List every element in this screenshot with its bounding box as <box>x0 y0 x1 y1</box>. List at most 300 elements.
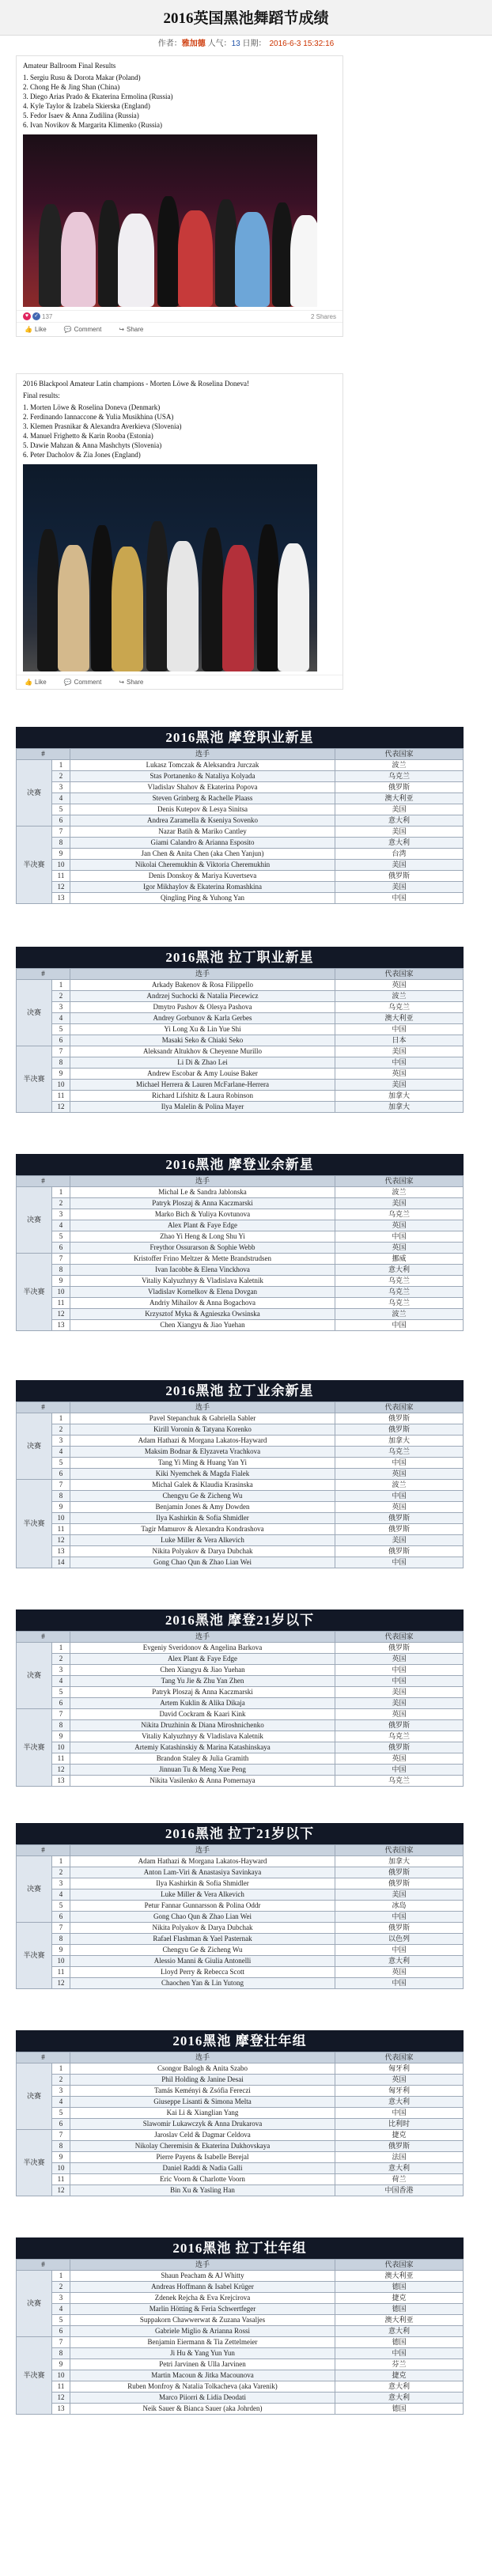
table-header-row <box>17 1845 464 1856</box>
country-cell: 英国 <box>335 1469 464 1480</box>
table-row <box>17 1956 464 1967</box>
couple-cell: Stas Portanenko & Nataliya Kolyada <box>70 771 335 782</box>
couple-cell: Denis Donskoy & Mariya Kuvertseva <box>70 871 335 882</box>
shares-count[interactable]: 2 Shares <box>310 312 336 320</box>
result-line: 2. Ferdinando Iannaccone & Yulia Musikhina (USA) <box>23 413 174 421</box>
country-cell: 美国 <box>335 882 464 893</box>
results-table <box>16 1175 464 1331</box>
comment-button[interactable]: 💬 Comment <box>63 326 102 333</box>
placing-cell: 10 <box>52 1956 70 1967</box>
column-header: 代表国家 <box>335 749 464 760</box>
placing-cell: 5 <box>52 804 70 815</box>
placing-cell: 7 <box>52 2130 70 2141</box>
table-row <box>17 1309 464 1320</box>
couple-cell: Benjamin Eiermann & Tia Zettelmeier <box>70 2337 335 2348</box>
table-row <box>17 1709 464 1720</box>
couple-cell: Ilya Kashirkin & Sofia Shmidler <box>70 1513 335 1524</box>
table-row <box>17 1978 464 1989</box>
country-cell: 英国 <box>335 1502 464 1513</box>
placing-cell: 5 <box>52 1901 70 1912</box>
placing-cell: 4 <box>52 2097 70 2108</box>
placing-cell: 7 <box>52 827 70 838</box>
results-table <box>16 748 464 904</box>
placing-cell: 7 <box>52 1480 70 1491</box>
country-cell: 中国香港 <box>335 2185 464 2196</box>
section-title: 2016黑池 摩登职业新星 <box>16 727 464 748</box>
couple-cell: Marko Bich & Yuliya Kovtunova <box>70 1209 335 1220</box>
country-cell: 波兰 <box>335 1309 464 1320</box>
table-row <box>17 771 464 782</box>
placing-cell: 12 <box>52 1765 70 1776</box>
couple-cell: David Cockram & Kaari Kink <box>70 1709 335 1720</box>
couple-cell: Gabriele Miglio & Arianna Rossi <box>70 2326 335 2337</box>
country-cell: 意大利 <box>335 2393 464 2404</box>
share-button[interactable]: ↪ Share <box>119 679 144 686</box>
placing-cell: 3 <box>52 1002 70 1013</box>
round-label: 决赛 <box>17 1643 52 1709</box>
country-cell: 俄罗斯 <box>335 1546 464 1557</box>
comment-icon: 💬 <box>63 326 72 333</box>
couple-cell: Suppakorn Chawwerwat & Zuzana Vasaljes <box>70 2315 335 2326</box>
placing-cell: 9 <box>52 1276 70 1287</box>
couple-cell: Dmytro Pashov & Olesya Pashova <box>70 1002 335 1013</box>
country-cell: 俄罗斯 <box>335 1643 464 1654</box>
country-cell: 加拿大 <box>335 1102 464 1113</box>
results-section <box>16 1380 464 1568</box>
placing-cell: 4 <box>52 793 70 804</box>
table-row <box>17 2282 464 2293</box>
results-section <box>16 1610 464 1787</box>
couple-cell: Pavel Stepanchuk & Gabriella Sabler <box>70 1413 335 1424</box>
couple-cell: Steven Grinberg & Rachelle Plaass <box>70 793 335 804</box>
result-line: 5. Fedor Isaev & Anna Zudilina (Russia) <box>23 112 139 119</box>
couple-cell: Chengyu Ge & Zicheng Wu <box>70 1945 335 1956</box>
couple-cell: Nikolay Cheremisin & Ekaterina Dukhovskaya <box>70 2141 335 2152</box>
placing-cell: 1 <box>52 2063 70 2075</box>
placing-cell: 11 <box>52 2381 70 2393</box>
country-cell: 意大利 <box>335 2326 464 2337</box>
couple-cell: Brandon Staley & Julia Gramith <box>70 1753 335 1765</box>
country-cell: 美国 <box>335 827 464 838</box>
table-row <box>17 1901 464 1912</box>
round-label: 决赛 <box>17 1187 52 1254</box>
round-label: 半决赛 <box>17 2337 52 2415</box>
couple-cell: Jan Chen & Anita Chen (aka Chen Yanjun) <box>70 849 335 860</box>
couple-cell: Michal Le & Sandra Jablonska <box>70 1187 335 1198</box>
table-row <box>17 980 464 991</box>
placing-cell: 1 <box>52 760 70 771</box>
country-cell: 加拿大 <box>335 1856 464 1867</box>
section-title: 2016黑池 摩登21岁以下 <box>16 1610 464 1631</box>
placing-cell: 10 <box>52 1287 70 1298</box>
table-row <box>17 2152 464 2163</box>
placing-cell: 1 <box>52 1643 70 1654</box>
couple-cell: Andriy Mihailov & Anna Bogachova <box>70 1298 335 1309</box>
placing-cell: 8 <box>52 2141 70 2152</box>
round-label: 半决赛 <box>17 1254 52 1331</box>
table-row <box>17 815 464 827</box>
placing-cell: 3 <box>52 2293 70 2304</box>
country-cell: 俄罗斯 <box>335 1867 464 1878</box>
column-header: 选手 <box>70 2052 335 2063</box>
column-header: 选手 <box>70 969 335 980</box>
couple-cell: Zdenek Rejcha & Eva Krejcirova <box>70 2293 335 2304</box>
couple-cell: Jinnuan Tu & Meng Xue Peng <box>70 1765 335 1776</box>
country-cell: 法国 <box>335 2152 464 2163</box>
country-cell: 俄罗斯 <box>335 1720 464 1731</box>
couple-cell: Pierre Payens & Isabelle Berejal <box>70 2152 335 2163</box>
couple-cell: Bin Xu & Yasling Han <box>70 2185 335 2196</box>
couple-cell: Csongor Balogh & Anita Szabo <box>70 2063 335 2075</box>
country-cell: 波兰 <box>335 760 464 771</box>
column-header: # <box>17 1402 70 1413</box>
country-cell: 美国 <box>335 860 464 871</box>
share-button[interactable]: ↪ Share <box>119 326 144 333</box>
placing-cell: 11 <box>52 1967 70 1978</box>
couple-cell: Nikolai Cheremukhin & Viktoria Cheremukhin <box>70 860 335 871</box>
couple-cell: Kristoffer Frino Meltzer & Mette Brandstrudsen <box>70 1254 335 1265</box>
table-row <box>17 1524 464 1535</box>
table-row <box>17 1413 464 1424</box>
placing-cell: 9 <box>52 1069 70 1080</box>
country-cell: 中国 <box>335 1912 464 1923</box>
placing-cell: 12 <box>52 882 70 893</box>
couple-cell: Luke Miller & Vera Alkevich <box>70 1535 335 1546</box>
results-table <box>16 1844 464 1989</box>
country-cell: 意大利 <box>335 1265 464 1276</box>
country-cell: 英国 <box>335 1753 464 1765</box>
country-cell: 英国 <box>335 1709 464 1720</box>
couple-cell: Neik Sauer & Bianca Sauer (aka Johrden) <box>70 2404 335 2415</box>
couple-cell: Kirill Voronin & Tatyana Korenko <box>70 1424 335 1436</box>
country-cell: 波兰 <box>335 991 464 1002</box>
country-cell: 中国 <box>335 1978 464 1989</box>
placing-cell: 8 <box>52 1720 70 1731</box>
country-cell: 美国 <box>335 1698 464 1709</box>
couple-cell: Yi Long Xu & Lin Yue Shi <box>70 1024 335 1035</box>
country-cell: 俄罗斯 <box>335 1742 464 1753</box>
table-header-row <box>17 749 464 760</box>
couple-cell: Anton Lam-Viri & Anastasiya Savinkaya <box>70 1867 335 1878</box>
couple-cell: Nikita Polyakov & Darya Dubchak <box>70 1923 335 1934</box>
round-label: 决赛 <box>17 760 52 827</box>
couple-cell: Richard Lifshitz & Laura Robinson <box>70 1091 335 1102</box>
placing-cell: 11 <box>52 1753 70 1765</box>
table-row <box>17 1447 464 1458</box>
latin-finalists-photo <box>23 464 317 671</box>
couple-cell: Phil Holding & Janine Desai <box>70 2075 335 2086</box>
embedded-post-ballroom <box>16 55 343 337</box>
placing-cell: 3 <box>52 1665 70 1676</box>
placing-cell: 1 <box>52 980 70 991</box>
couple-cell: Artem Kuklin & Alika Dikaja <box>70 1698 335 1709</box>
country-cell: 俄罗斯 <box>335 1524 464 1535</box>
placing-cell: 10 <box>52 2370 70 2381</box>
table-row <box>17 1220 464 1231</box>
column-header: 代表国家 <box>335 1176 464 1187</box>
heart-icon: ♥ <box>23 312 31 320</box>
country-cell: 中国 <box>335 2348 464 2359</box>
country-cell: 台湾 <box>335 849 464 860</box>
placing-cell: 10 <box>52 1742 70 1753</box>
ballroom-finalists-photo <box>23 134 317 307</box>
country-cell: 挪威 <box>335 1254 464 1265</box>
reactions-bar <box>17 310 343 322</box>
table-row <box>17 1742 464 1753</box>
placing-cell: 9 <box>52 1731 70 1742</box>
results-list <box>23 73 336 130</box>
couple-cell: Vitaliy Kalyuzhnyy & Vladislava Kaletnik <box>70 1731 335 1742</box>
placing-cell: 13 <box>52 1320 70 1331</box>
country-cell: 美国 <box>335 1046 464 1057</box>
couple-cell: Chen Xiangyu & Jiao Yuehan <box>70 1320 335 1331</box>
comment-button[interactable]: 💬 Comment <box>63 679 102 686</box>
couple-cell: Andreas Hoffmann & Isabel Krüger <box>70 2282 335 2293</box>
couple-cell: Zhao Yi Heng & Long Shu Yi <box>70 1231 335 1243</box>
placing-cell: 2 <box>52 991 70 1002</box>
comment-icon: 💬 <box>63 679 72 686</box>
table-row <box>17 1287 464 1298</box>
country-cell: 加拿大 <box>335 1091 464 1102</box>
results-table <box>16 2052 464 2196</box>
country-cell: 俄罗斯 <box>335 2141 464 2152</box>
country-cell: 德国 <box>335 2404 464 2415</box>
country-cell: 乌克兰 <box>335 1298 464 1309</box>
couple-cell: Andrzej Suchocki & Natalia Piecewicz <box>70 991 335 1002</box>
couple-cell: Ruben Monfroy & Natalia Tolkacheva (aka Varenik) <box>70 2381 335 2393</box>
country-cell: 俄罗斯 <box>335 1513 464 1524</box>
like-button[interactable]: 👍 Like <box>25 326 47 333</box>
country-cell: 意大利 <box>335 838 464 849</box>
column-header: 代表国家 <box>335 1632 464 1643</box>
couple-cell: Chengyu Ge & Zicheng Wu <box>70 1491 335 1502</box>
round-label: 决赛 <box>17 980 52 1046</box>
table-row <box>17 1091 464 1102</box>
country-cell: 比利时 <box>335 2119 464 2130</box>
placing-cell: 9 <box>52 2152 70 2163</box>
country-cell: 乌克兰 <box>335 1276 464 1287</box>
table-row <box>17 2063 464 2075</box>
table-row <box>17 2348 464 2359</box>
placing-cell: 6 <box>52 2119 70 2130</box>
couple-cell: Petur Fannar Gunnarsson & Polina Oddr <box>70 1901 335 1912</box>
placing-cell: 2 <box>52 1654 70 1665</box>
country-cell: 匈牙利 <box>335 2086 464 2097</box>
table-row <box>17 2337 464 2348</box>
country-cell: 俄罗斯 <box>335 1424 464 1436</box>
table-row <box>17 1069 464 1080</box>
thumbs-up-icon: ✓ <box>32 312 40 320</box>
couple-cell: Chaochen Yan & Lin Yutong <box>70 1978 335 1989</box>
couple-cell: Luke Miller & Vera Alkevich <box>70 1889 335 1901</box>
country-cell: 英国 <box>335 1243 464 1254</box>
country-cell: 中国 <box>335 1024 464 1035</box>
table-row <box>17 1665 464 1676</box>
round-label: 半决赛 <box>17 1480 52 1568</box>
result-line: 3. Diego Arias Prado & Ekaterina Ermolina (Russia) <box>23 93 173 100</box>
couple-cell: Gong Chao Qun & Zhao Lian Wei <box>70 1912 335 1923</box>
country-cell: 意大利 <box>335 2381 464 2393</box>
placing-cell: 8 <box>52 838 70 849</box>
table-row <box>17 1967 464 1978</box>
country-cell: 英国 <box>335 980 464 991</box>
share-icon: ↪ <box>119 326 125 333</box>
couple-cell: Lukasz Tomczak & Aleksandra Jurczak <box>70 760 335 771</box>
post-actions <box>17 675 343 689</box>
placing-cell: 10 <box>52 2163 70 2174</box>
country-cell: 中国 <box>335 1676 464 1687</box>
couple-cell: Li Di & Zhao Lei <box>70 1057 335 1069</box>
couple-cell: Evgeniy Sveridonov & Angelina Barkova <box>70 1643 335 1654</box>
results-section <box>16 2237 464 2415</box>
country-cell: 俄罗斯 <box>335 1878 464 1889</box>
couple-cell: Martin Macoun & Jitka Macounova <box>70 2370 335 2381</box>
couple-cell: Alex Plant & Faye Edge <box>70 1654 335 1665</box>
placing-cell: 8 <box>52 1934 70 1945</box>
round-label: 半决赛 <box>17 1046 52 1113</box>
country-cell: 俄罗斯 <box>335 1923 464 1934</box>
results-table <box>16 2259 464 2415</box>
table-row <box>17 1513 464 1524</box>
placing-cell: 3 <box>52 1878 70 1889</box>
reaction-icons[interactable] <box>23 312 52 320</box>
column-header: # <box>17 2052 70 2063</box>
column-header: # <box>17 969 70 980</box>
table-row <box>17 1687 464 1698</box>
couple-cell: Lloyd Perry & Rebecca Scott <box>70 1967 335 1978</box>
country-cell: 乌克兰 <box>335 1002 464 1013</box>
placing-cell: 3 <box>52 2086 70 2097</box>
couple-cell: Nazar Batih & Mariko Cantley <box>70 827 335 838</box>
table-row <box>17 1480 464 1491</box>
country-cell: 意大利 <box>335 1956 464 1967</box>
article-meta <box>0 36 492 48</box>
couple-cell: Marlin Hötting & Feria Schwertfeger <box>70 2304 335 2315</box>
country-cell: 捷克 <box>335 2130 464 2141</box>
placing-cell: 5 <box>52 1024 70 1035</box>
placing-cell: 13 <box>52 2404 70 2415</box>
country-cell: 乌克兰 <box>335 1776 464 1787</box>
country-cell: 英国 <box>335 1220 464 1231</box>
round-label: 决赛 <box>17 2063 52 2130</box>
country-cell: 中国 <box>335 2108 464 2119</box>
country-cell: 波兰 <box>335 1480 464 1491</box>
placing-cell: 4 <box>52 1220 70 1231</box>
table-row <box>17 2075 464 2086</box>
country-cell: 英国 <box>335 1967 464 1978</box>
country-cell: 波兰 <box>335 1187 464 1198</box>
round-label: 决赛 <box>17 1413 52 1480</box>
table-row <box>17 849 464 860</box>
table-header-row <box>17 1402 464 1413</box>
placing-cell: 12 <box>52 1309 70 1320</box>
column-header: 选手 <box>70 1845 335 1856</box>
table-row <box>17 1753 464 1765</box>
table-row <box>17 804 464 815</box>
section-title: 2016黑池 拉丁21岁以下 <box>16 1823 464 1844</box>
placing-cell: 7 <box>52 1046 70 1057</box>
table-row <box>17 1436 464 1447</box>
results-section <box>16 947 464 1113</box>
couple-cell: Ivan Iacobbe & Elena Vinckhova <box>70 1265 335 1276</box>
placing-cell: 12 <box>52 1102 70 1113</box>
column-header: 选手 <box>70 1176 335 1187</box>
couple-cell: Denis Kutepov & Lesya Sinitsa <box>70 804 335 815</box>
country-cell: 中国 <box>335 1231 464 1243</box>
placing-cell: 13 <box>52 893 70 904</box>
placing-cell: 4 <box>52 2304 70 2315</box>
placing-cell: 2 <box>52 2282 70 2293</box>
table-row <box>17 760 464 771</box>
table-row <box>17 1491 464 1502</box>
table-row <box>17 2326 464 2337</box>
country-cell: 英国 <box>335 2075 464 2086</box>
table-row <box>17 2174 464 2185</box>
country-cell: 美国 <box>335 1889 464 1901</box>
placing-cell: 10 <box>52 860 70 871</box>
couple-cell: Kai Li & Xianglian Yang <box>70 2108 335 2119</box>
placing-cell: 13 <box>52 1776 70 1787</box>
placing-cell: 6 <box>52 1912 70 1923</box>
column-header: 代表国家 <box>335 1402 464 1413</box>
result-line: 1. Sergiu Rusu & Dorota Makar (Poland) <box>23 74 141 81</box>
placing-cell: 5 <box>52 1231 70 1243</box>
results-list <box>23 403 336 460</box>
result-line: 6. Ivan Novikov & Margarita Klimenko (Russia) <box>23 121 163 129</box>
table-row <box>17 1720 464 1731</box>
table-row <box>17 1698 464 1709</box>
table-row <box>17 1046 464 1057</box>
table-row <box>17 1765 464 1776</box>
table-row <box>17 1945 464 1956</box>
placing-cell: 2 <box>52 1198 70 1209</box>
placing-cell: 6 <box>52 2326 70 2337</box>
couple-cell: Nikita Vasilenko & Anna Pomernaya <box>70 1776 335 1787</box>
post-actions <box>17 322 343 336</box>
placing-cell: 13 <box>52 1546 70 1557</box>
table-row <box>17 2293 464 2304</box>
author-link[interactable]: 雅加德 <box>181 40 206 48</box>
country-cell: 加拿大 <box>335 1436 464 1447</box>
results-section <box>16 1823 464 1989</box>
placing-cell: 9 <box>52 2359 70 2370</box>
embedded-post-latin <box>16 373 343 690</box>
couple-cell: Ji Hu & Yang Yun Yun <box>70 2348 335 2359</box>
country-cell: 匈牙利 <box>335 2063 464 2075</box>
like-button[interactable]: 👍 Like <box>25 679 47 686</box>
country-cell: 澳大利亚 <box>335 2271 464 2282</box>
couple-cell: Tang Yi Ming & Huang Yan Yi <box>70 1458 335 1469</box>
views-count: 13 <box>231 40 240 48</box>
page-title: 2016英国黑池舞蹈节成绩 <box>163 10 329 27</box>
title-bar <box>0 0 492 36</box>
couple-cell: Vladislav Kornelkov & Elena Dovgan <box>70 1287 335 1298</box>
table-row <box>17 2086 464 2097</box>
views-label: 人气： <box>207 40 232 48</box>
table-row <box>17 1889 464 1901</box>
couple-cell: Nikita Polyakov & Darya Dubchak <box>70 1546 335 1557</box>
country-cell: 美国 <box>335 804 464 815</box>
country-cell: 中国 <box>335 1665 464 1676</box>
couple-cell: Patryk Ploszaj & Anna Kaczmarski <box>70 1687 335 1698</box>
post-subintro: Final results: <box>23 392 60 399</box>
placing-cell: 12 <box>52 1978 70 1989</box>
couple-cell: Nikita Druzhinin & Diana Miroshnichenko <box>70 1720 335 1731</box>
table-row <box>17 2130 464 2141</box>
couple-cell: Gong Chao Qun & Zhao Lian Wei <box>70 1557 335 1568</box>
section-title: 2016黑池 拉丁职业新星 <box>16 947 464 968</box>
placing-cell: 6 <box>52 815 70 827</box>
